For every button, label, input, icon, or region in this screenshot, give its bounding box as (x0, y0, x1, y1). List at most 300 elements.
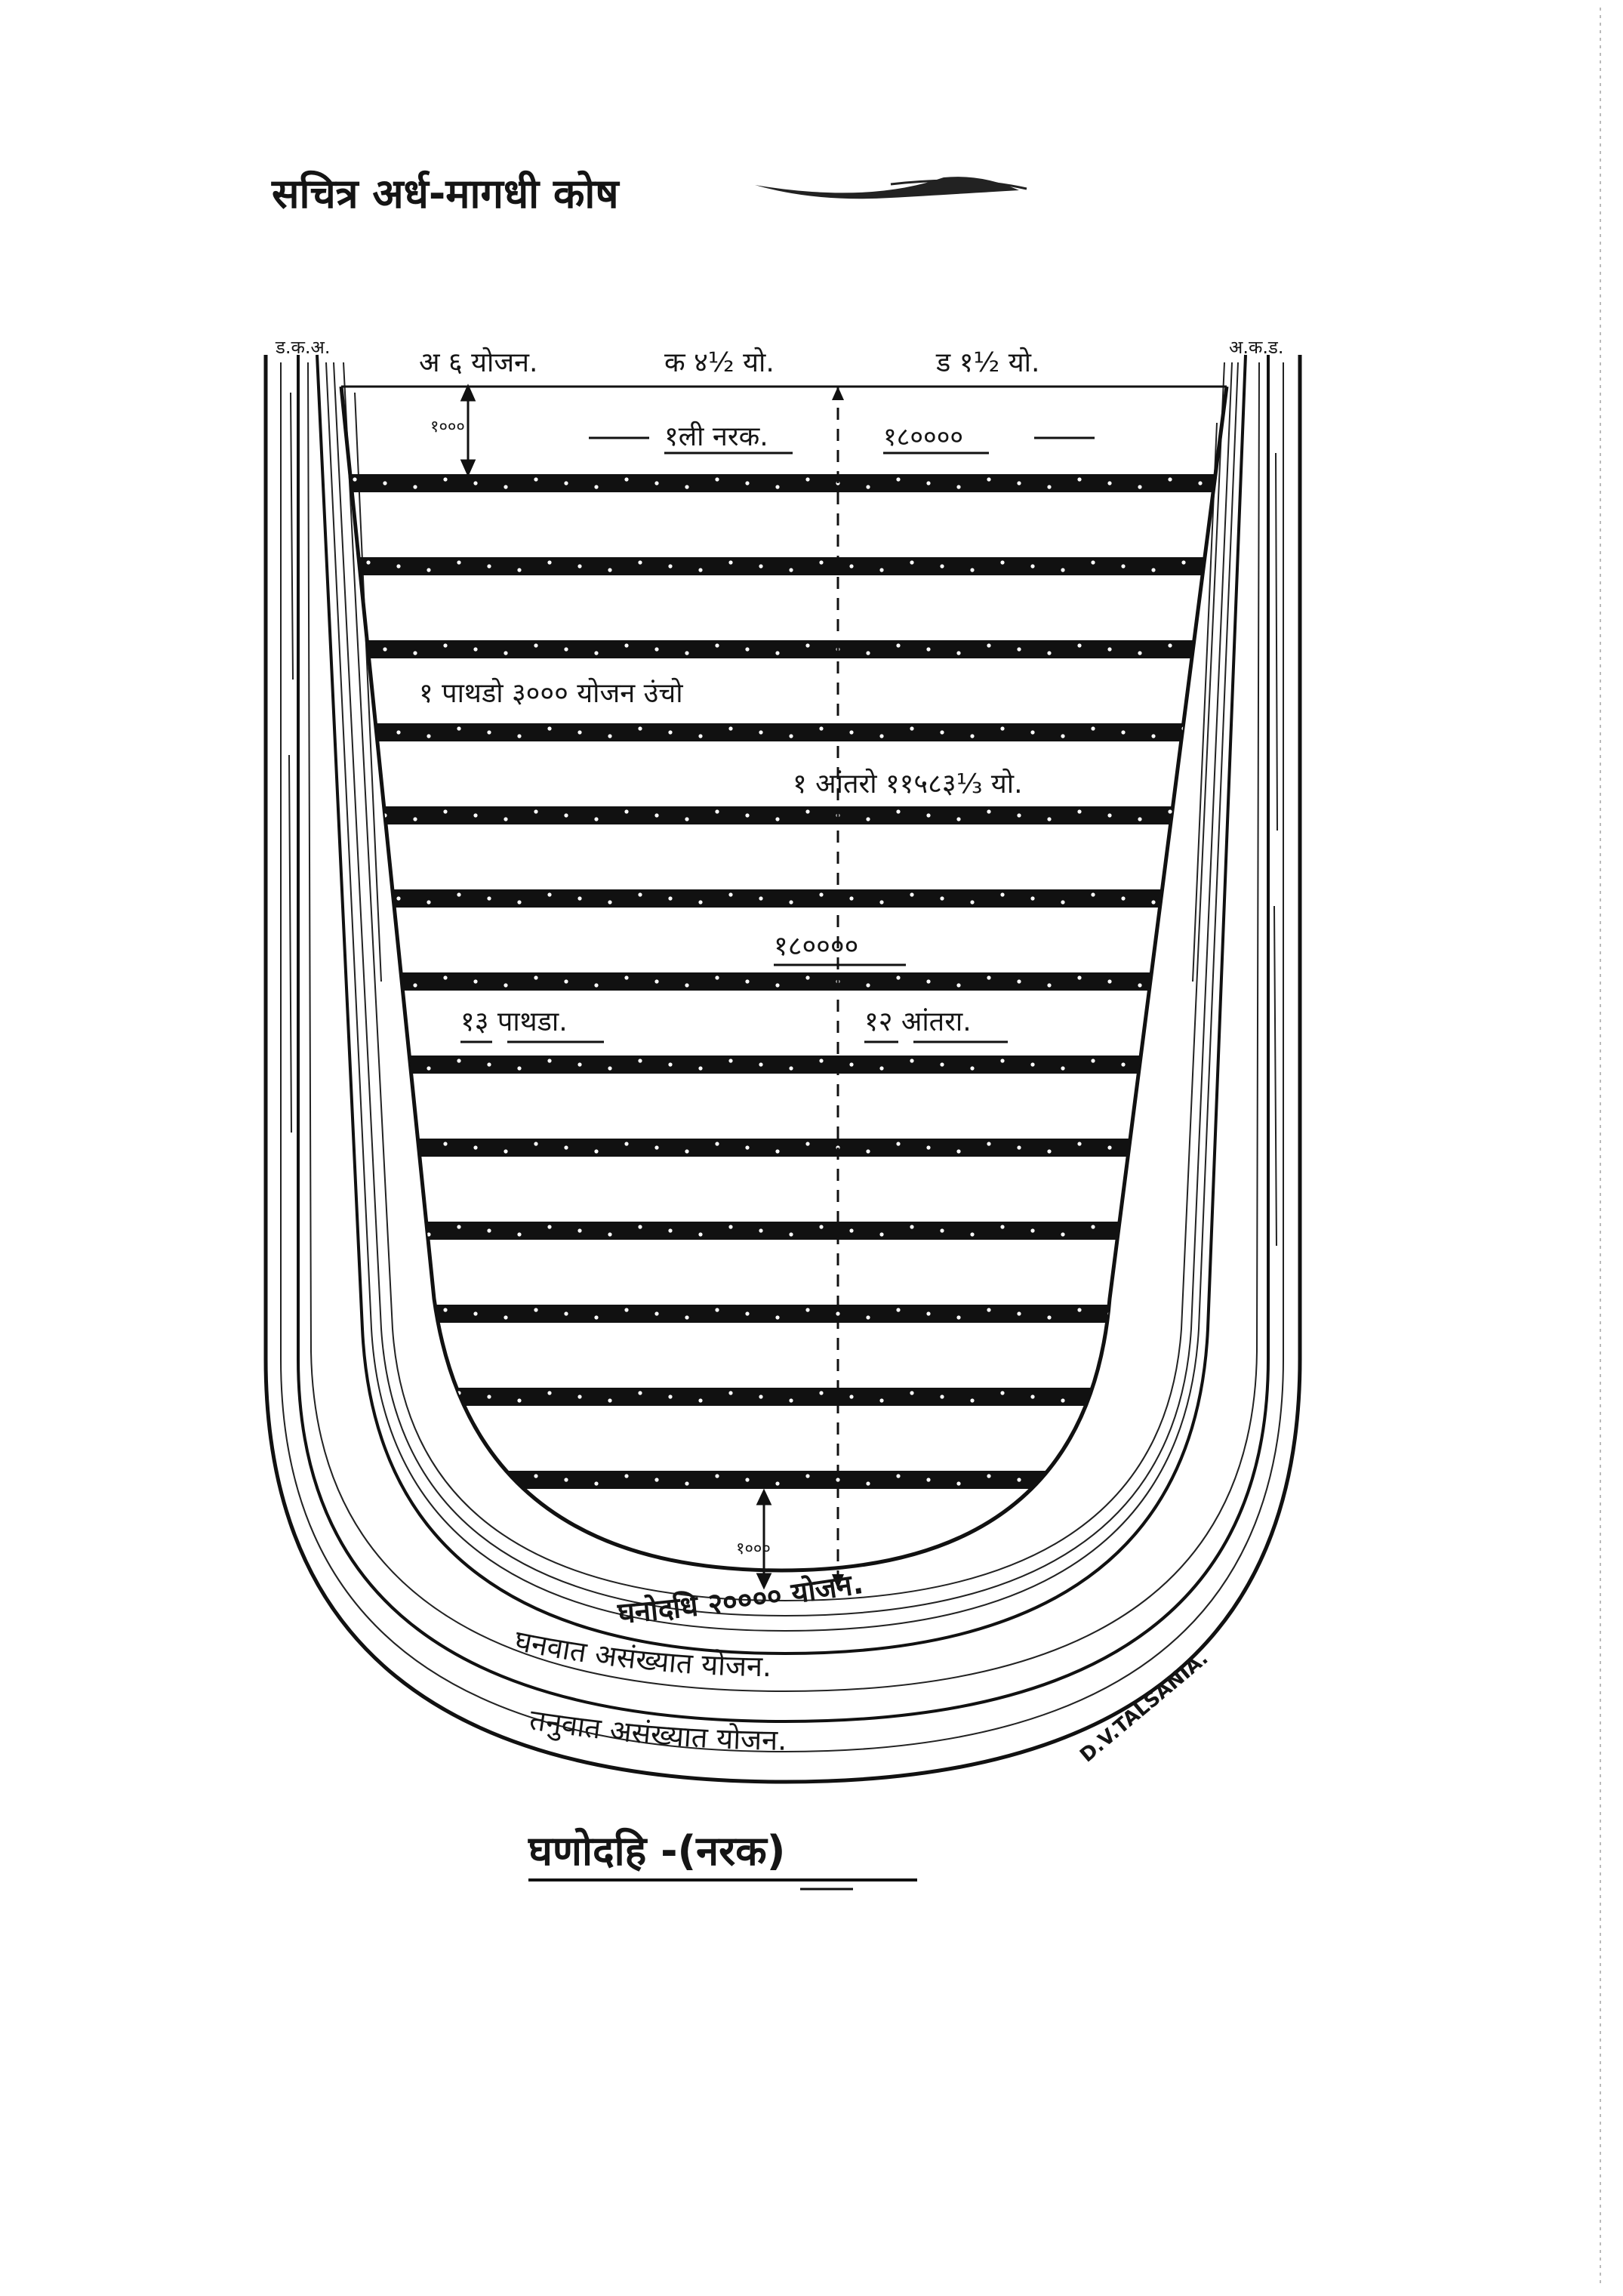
pathda-band (226, 1056, 1359, 1074)
band-dot (1228, 651, 1232, 655)
band-dot (547, 1059, 551, 1062)
band-dot (1228, 983, 1232, 987)
band-dot (866, 1315, 870, 1319)
band-dot (1212, 730, 1215, 734)
band-dot (940, 564, 944, 568)
band-dot (353, 643, 356, 647)
band-dot (1030, 730, 1034, 734)
band-dot (1047, 983, 1051, 987)
band-dot (1168, 809, 1172, 813)
pathda-band (226, 723, 1359, 741)
band-dot (789, 1066, 793, 1070)
band-dot (577, 730, 581, 734)
band-dot (926, 1145, 930, 1149)
band-dot (577, 564, 581, 568)
band-dot (1017, 647, 1021, 651)
band-dot (805, 643, 809, 647)
band-dot (728, 892, 732, 896)
band-dot (819, 726, 823, 730)
band-dot (1000, 1391, 1004, 1395)
band-dot (1061, 568, 1064, 572)
band-dot (427, 1398, 430, 1402)
band-dot (594, 817, 598, 821)
band-dot (564, 481, 568, 485)
page-header-title: सचित्र अर्ध-मागधी कोष (272, 170, 619, 217)
band-dot (987, 809, 990, 813)
band-dot (624, 477, 628, 481)
band-dot (1138, 1149, 1141, 1153)
band-dot (987, 477, 990, 481)
band-dot (547, 560, 551, 564)
band-dot (926, 1478, 930, 1481)
band-dot (1242, 1398, 1246, 1402)
ghanavat-label: घनवात असंख्यात योजन. (512, 1623, 772, 1684)
band-dot (685, 1481, 688, 1485)
label-d: ड १½ यो. (936, 347, 1040, 378)
band-dot (1000, 1225, 1004, 1228)
band-dot (970, 900, 974, 904)
band-dot (896, 1142, 900, 1145)
band-dot (443, 1308, 447, 1311)
band-dot (427, 1066, 430, 1070)
band-dot (564, 813, 568, 817)
band-dot (698, 900, 702, 904)
band-dot (1091, 560, 1095, 564)
band-dot (956, 983, 960, 987)
band-dot (866, 1481, 870, 1485)
band-dot (728, 1059, 732, 1062)
band-dot (1138, 485, 1141, 488)
band-dot (638, 726, 642, 730)
band-dot (1077, 1474, 1081, 1478)
band-dot (987, 643, 990, 647)
band-dot (534, 1308, 537, 1311)
band-dot (970, 1066, 974, 1070)
band-dot (879, 734, 883, 738)
band-dot (608, 1232, 611, 1236)
band-dot (1151, 1232, 1155, 1236)
band-dot (383, 481, 387, 485)
band-dot (594, 983, 598, 987)
band-dot (849, 1062, 853, 1066)
band-dot (427, 900, 430, 904)
band-dot (624, 1474, 628, 1478)
band-dot (1017, 1478, 1021, 1481)
band-dot (970, 568, 974, 572)
band-dot (1121, 1395, 1125, 1398)
band-dot (1061, 900, 1064, 904)
band-dot (879, 1232, 883, 1236)
band-dot (608, 568, 611, 572)
narak-depth: १८०००० (883, 422, 964, 452)
band-dot (353, 477, 356, 481)
band-dot (366, 560, 370, 564)
band-dot (624, 643, 628, 647)
band-dot (685, 1315, 688, 1319)
band-dot (910, 726, 913, 730)
band-dot (759, 896, 762, 900)
band-dot (443, 1474, 447, 1478)
band-dot (1047, 817, 1051, 821)
band-dot (987, 975, 990, 979)
band-dot (819, 560, 823, 564)
band-dot (970, 1398, 974, 1402)
band-dot (577, 896, 581, 900)
band-dot (805, 975, 809, 979)
band-dot (1077, 1308, 1081, 1311)
band-dot (1168, 1308, 1172, 1311)
band-dot (745, 1311, 749, 1315)
band-dot (396, 1228, 400, 1232)
band-dot (1242, 734, 1246, 738)
band-dot (457, 726, 460, 730)
band-dot (956, 485, 960, 488)
left-corner-label: ड.क.अ. (276, 337, 331, 358)
band-dot (564, 979, 568, 983)
band-dot (534, 809, 537, 813)
band-dot (715, 1474, 719, 1478)
pathda-band (226, 1222, 1359, 1240)
band-dot (926, 1311, 930, 1315)
band-dot (638, 1059, 642, 1062)
band-dot (987, 1142, 990, 1145)
band-dot (1077, 477, 1081, 481)
band-dot (728, 1225, 732, 1228)
band-dot (745, 813, 749, 817)
band-dot (534, 643, 537, 647)
band-dot (427, 734, 430, 738)
band-dot (759, 730, 762, 734)
band-dot (1242, 1066, 1246, 1070)
band-dot (473, 1145, 477, 1149)
band-dot (624, 809, 628, 813)
band-dot (547, 1391, 551, 1395)
band-dot (1107, 813, 1111, 817)
band-dot (775, 817, 779, 821)
band-dot (624, 1142, 628, 1145)
band-dot (1138, 817, 1141, 821)
pathda-band (226, 1305, 1359, 1323)
band-dot (473, 1478, 477, 1481)
band-dot (866, 1149, 870, 1153)
band-dot (698, 1398, 702, 1402)
band-dot (396, 1395, 400, 1398)
band-dot (487, 1395, 491, 1398)
band-dot (940, 1395, 944, 1398)
band-dot (1077, 643, 1081, 647)
band-dot (396, 896, 400, 900)
ghanodadhi-label: घनोदधि २०००० योजन. (616, 1567, 866, 1631)
band-dot (1107, 979, 1111, 983)
band-dot (487, 1228, 491, 1232)
band-dot (473, 647, 477, 651)
band-dot (1242, 1232, 1246, 1236)
band-dot (564, 1311, 568, 1315)
band-dot (775, 983, 779, 987)
band-dot (728, 1391, 732, 1395)
band-dot (1181, 1059, 1185, 1062)
band-dot (1151, 568, 1155, 572)
band-dot (715, 1308, 719, 1311)
band-dot (594, 1149, 598, 1153)
band-dot (1047, 651, 1051, 655)
pathda-total-label: १८०००० (774, 931, 859, 962)
band-dot (698, 1232, 702, 1236)
band-dot (1077, 975, 1081, 979)
band-dot (879, 568, 883, 572)
band-dot (728, 726, 732, 730)
antar-height-label: १ आंतरो ११५८३⅓ यो. (793, 769, 1023, 800)
band-dot (1030, 564, 1034, 568)
band-dot (487, 1062, 491, 1066)
band-dot (1168, 477, 1172, 481)
band-dot (353, 1308, 356, 1311)
band-dot (487, 564, 491, 568)
band-dot (1017, 979, 1021, 983)
band-dot (1212, 1062, 1215, 1066)
band-dot (504, 1315, 507, 1319)
band-dot (638, 892, 642, 896)
band-dot (775, 651, 779, 655)
antar-count-label: १२ आंतरा. (864, 1006, 972, 1037)
band-dot (457, 560, 460, 564)
band-dot (654, 481, 658, 485)
band-dot (789, 568, 793, 572)
band-dot (443, 477, 447, 481)
band-dot (940, 730, 944, 734)
band-dot (745, 647, 749, 651)
band-dot (547, 1225, 551, 1228)
band-dot (715, 643, 719, 647)
band-dot (487, 730, 491, 734)
band-dot (987, 1474, 990, 1478)
band-dot (759, 564, 762, 568)
header-ornament (755, 177, 1019, 199)
band-dot (668, 1228, 672, 1232)
band-dot (413, 983, 417, 987)
right-corner-label: अ.क.ड. (1229, 337, 1284, 358)
band-dot (728, 560, 732, 564)
band-dot (534, 975, 537, 979)
band-dot (789, 900, 793, 904)
band-dot (413, 817, 417, 821)
band-dot (789, 734, 793, 738)
band-dot (413, 651, 417, 655)
band-dot (1121, 1228, 1125, 1232)
band-dot (956, 1315, 960, 1319)
band-dot (1198, 979, 1202, 983)
band-dot (668, 730, 672, 734)
band-dot (517, 900, 521, 904)
band-dot (473, 813, 477, 817)
band-dot (805, 1308, 809, 1311)
band-dot (1228, 1149, 1232, 1153)
band-dot (1212, 896, 1215, 900)
band-dot (789, 1232, 793, 1236)
band-dot (910, 1225, 913, 1228)
band-dot (517, 1398, 521, 1402)
band-dot (866, 651, 870, 655)
band-dot (638, 560, 642, 564)
band-dot (805, 477, 809, 481)
band-dot (759, 1395, 762, 1398)
band-dot (564, 1478, 568, 1481)
band-dot (443, 975, 447, 979)
band-dot (775, 1149, 779, 1153)
band-dot (624, 975, 628, 979)
band-dot (849, 1228, 853, 1232)
band-dot (668, 1395, 672, 1398)
band-dot (1181, 560, 1185, 564)
pathda-bands (226, 474, 1359, 1489)
band-dot (970, 1232, 974, 1236)
band-dot (1181, 1225, 1185, 1228)
pathda-height-label: १ पाथडो ३००० योजन उंचो (419, 678, 683, 709)
band-dot (926, 979, 930, 983)
band-dot (910, 560, 913, 564)
band-dot (564, 647, 568, 651)
band-dot (715, 975, 719, 979)
band-dot (805, 1474, 809, 1478)
artist-signature: D.V.TALSANIA. (1076, 1647, 1213, 1767)
band-dot (577, 1062, 581, 1066)
band-dot (879, 1066, 883, 1070)
band-dot (654, 647, 658, 651)
band-dot (879, 900, 883, 904)
ghanodadhi-outline (317, 355, 1246, 1653)
band-dot (473, 1311, 477, 1315)
band-dot (534, 1142, 537, 1145)
band-dot (1077, 1142, 1081, 1145)
band-dot (668, 564, 672, 568)
band-dot (759, 1228, 762, 1232)
band-dot (594, 1481, 598, 1485)
band-dot (1030, 1228, 1034, 1232)
band-dot (956, 1149, 960, 1153)
band-dot (624, 1308, 628, 1311)
band-dot (849, 1395, 853, 1398)
band-dot (1017, 1311, 1021, 1315)
band-dot (654, 1311, 658, 1315)
band-dot (1061, 1066, 1064, 1070)
band-dot (517, 1066, 521, 1070)
band-dot (504, 485, 507, 488)
band-dot (594, 485, 598, 488)
narak-name: १ली नरक. (664, 421, 768, 452)
band-dot (608, 900, 611, 904)
band-dot (1000, 892, 1004, 896)
band-dot (353, 1474, 356, 1478)
band-dot (1091, 726, 1095, 730)
band-dot (1107, 647, 1111, 651)
band-dot (698, 1066, 702, 1070)
band-dot (413, 1149, 417, 1153)
band-dot (775, 1481, 779, 1485)
top-gap-label: १००० (430, 418, 465, 436)
band-dot (910, 892, 913, 896)
band-dot (745, 481, 749, 485)
band-dot (654, 1478, 658, 1481)
band-dot (987, 1308, 990, 1311)
band-dot (896, 975, 900, 979)
band-dot (926, 481, 930, 485)
band-dot (1198, 481, 1202, 485)
band-dot (819, 1059, 823, 1062)
band-dot (956, 1481, 960, 1485)
band-dot (970, 734, 974, 738)
band-dot (836, 1311, 839, 1315)
band-dot (534, 477, 537, 481)
band-dot (789, 1398, 793, 1402)
band-dot (849, 896, 853, 900)
bottom-gap-label: १००० (736, 1539, 771, 1558)
band-dot (1047, 1315, 1051, 1319)
band-dot (819, 892, 823, 896)
band-dot (396, 730, 400, 734)
band-dot (517, 1232, 521, 1236)
band-dot (910, 1059, 913, 1062)
band-dot (698, 734, 702, 738)
band-dot (608, 734, 611, 738)
band-dot (1228, 485, 1232, 488)
band-dot (896, 643, 900, 647)
band-dot (638, 1225, 642, 1228)
band-dot (1198, 647, 1202, 651)
band-dot (1017, 481, 1021, 485)
band-dot (1121, 730, 1125, 734)
band-dot (608, 1398, 611, 1402)
band-dot (1138, 651, 1141, 655)
band-dot (383, 647, 387, 651)
band-dot (685, 485, 688, 488)
band-dot (1000, 726, 1004, 730)
band-dot (805, 1142, 809, 1145)
band-dot (1242, 568, 1246, 572)
band-dot (1061, 1398, 1064, 1402)
pathda-band (226, 474, 1359, 492)
band-dot (457, 1059, 460, 1062)
pathda-band (226, 640, 1359, 658)
band-dot (1198, 1478, 1202, 1481)
band-dot (1121, 1062, 1125, 1066)
band-dot (577, 1228, 581, 1232)
pathda-band (226, 806, 1359, 824)
band-dot (1138, 1315, 1141, 1319)
band-dot (608, 1066, 611, 1070)
band-dot (654, 979, 658, 983)
band-dot (685, 817, 688, 821)
label-a: अ ६ योजन. (419, 347, 538, 378)
band-dot (940, 1062, 944, 1066)
band-dot (896, 477, 900, 481)
band-dot (504, 1149, 507, 1153)
band-dot (745, 1478, 749, 1481)
band-dot (745, 979, 749, 983)
band-dot (473, 979, 477, 983)
band-dot (413, 485, 417, 488)
band-dot (926, 647, 930, 651)
band-dot (698, 568, 702, 572)
band-dot (594, 651, 598, 655)
band-dot (1047, 485, 1051, 488)
band-dot (1151, 1398, 1155, 1402)
band-dot (1107, 1478, 1111, 1481)
band-dot (443, 1142, 447, 1145)
band-dot (383, 1311, 387, 1315)
band-dot (443, 643, 447, 647)
band-dot (745, 1145, 749, 1149)
band-dot (487, 896, 491, 900)
